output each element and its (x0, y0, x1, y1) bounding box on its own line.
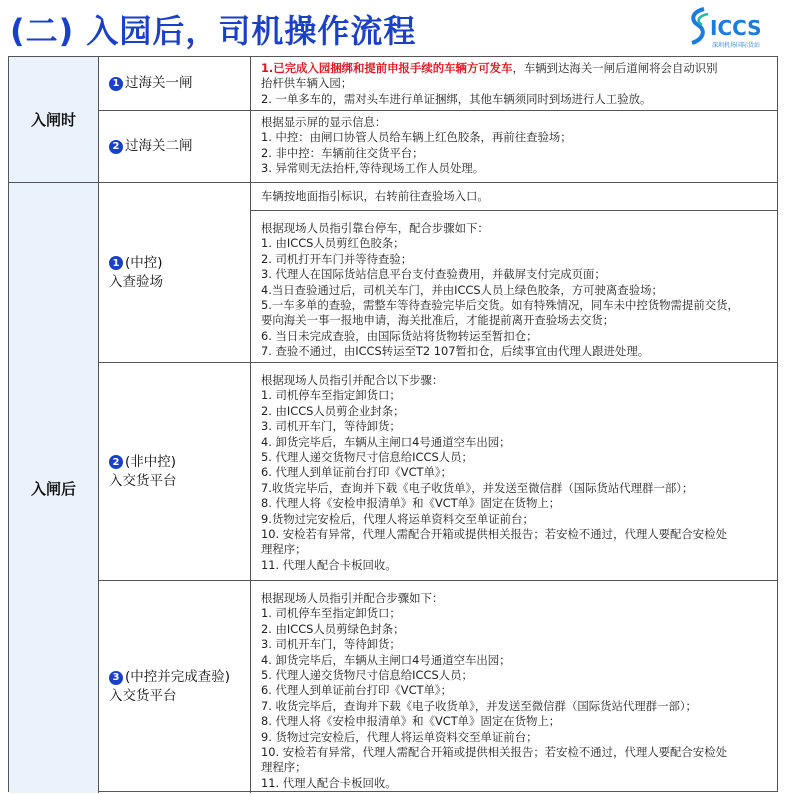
step-controlled-inspected (99, 581, 251, 793)
content-line: 1. 司机停车至指定卸货口； (261, 388, 401, 403)
content-line: 要向海关一事一报地申请，海关批准后，才能提前离开查验场去交货； (261, 313, 615, 328)
process-table (8, 56, 778, 792)
step-non-controlled (99, 363, 251, 581)
content-line: 1. 由ICCS人员剪红色胶条； (261, 236, 405, 251)
logo-text: ICCS (710, 16, 762, 40)
content-non-controlled-steps (251, 363, 777, 581)
step-label: 入交货平台 (109, 472, 177, 489)
step-label: 入查验场 (109, 273, 163, 290)
content-line: 4. 卸货完毕后，车辆从主闸口4号通道空车出园； (261, 434, 511, 449)
content-line: 根据显示屏的显示信息： (261, 115, 387, 129)
content-line: 7. 收货完毕后，查询并下载《电子收货单》，并发送至微信群（国际货站代理群一部）； (261, 698, 697, 713)
content-line: 7. 查验不通过，由ICCS转运至T2 107暂扣仓，后续事宜由代理人跟进处理。 (261, 344, 650, 359)
content-line: 2. 一单多车的，需对头车进行单证捆绑，其他车辆须同时到场进行人工验放。 (261, 91, 652, 106)
stage-enter-gate (9, 57, 99, 183)
content-line: 8. 代理人将《安检申报清单》和《VCT单》固定在货物上； (261, 496, 561, 511)
highlight-text: 1.已完成入园捆绑和提前申报手续的车辆方可发车 (261, 61, 513, 75)
content-inspection-steps (251, 211, 777, 363)
content-line: 根据现场人员指引并配合步骤如下： (261, 591, 444, 605)
stage-after-gate (9, 183, 99, 793)
page-header (0, 0, 786, 56)
number-badge: 1 (109, 77, 123, 91)
content-line: 3. 司机开车门，等待卸货； (261, 419, 401, 434)
content-line: 5. 代理人递交货物尺寸信息给ICCS人员； (261, 450, 473, 465)
content-line: 6. 代理人到单证前台打印《VCT单》； (261, 683, 452, 698)
step-gate2 (99, 111, 251, 183)
content-line: 6. 当日未完成查验，由国际货站将货物转运至暂扣仓； (261, 328, 538, 343)
content-line: 根据现场人员指引靠台停车，配合步骤如下： (261, 221, 489, 235)
content-line: 1. 中控：由闸口协管人员给车辆上红色胶条，再前往查验场； (261, 130, 572, 145)
content-line: 3. 司机开车门，等待卸货； (261, 637, 401, 652)
content-text: ，车辆到达海关一闸后道闸将会自动识别 (512, 61, 718, 75)
step-label: (中控) (125, 254, 163, 271)
content-line: 9. 货物过完安检后，代理人将运单资料交至单证前台； (261, 729, 538, 744)
step-gate1 (99, 57, 251, 111)
content-line: 2. 司机打开车门并等待查验； (261, 251, 413, 266)
content-line: 2. 非中控：车辆前往交货平台； (261, 145, 424, 160)
step-label: 过海关一闸 (125, 75, 193, 91)
step-label: (非中控) (125, 453, 177, 470)
content-line: 5.一车多单的查验，需整车等待查验完毕后交货。如有特殊情况，同车未中控货物需提前交货， (261, 298, 739, 313)
content-line: 8. 代理人将《安检申报清单》和《VCT单》固定在货物上； (261, 714, 561, 729)
step-label: (中控并完成查验) (125, 669, 231, 685)
content-line: 抬杆供车辆入园； (261, 76, 353, 91)
stage-label: 入闸后 (30, 479, 76, 498)
content-line: 4.当日查验通过后，司机关车门，并由ICCS人员上绿色胶条，方可驶离查验场； (261, 282, 663, 297)
number-badge: 2 (109, 455, 123, 469)
step-inspection (99, 183, 251, 363)
content-gate1 (251, 57, 777, 111)
iccs-logo (686, 6, 778, 50)
step-label: 过海关二闸 (125, 138, 193, 154)
content-line: 11. 代理人配合卡板回收。 (261, 775, 397, 790)
logo-mark-icon (686, 6, 712, 46)
step-label: 入交货平台 (109, 688, 177, 704)
content-line: 6. 代理人到单证前台打印《VCT单》； (261, 465, 452, 480)
content-line: 理程序； (261, 760, 307, 775)
content-line: 2. 由ICCS人员剪绿色封条； (261, 621, 405, 636)
content-line: 10. 安检若有异常，代理人需配合开箱或提供相关报告；若安检不通过，代理人要配合安检处 (261, 745, 727, 760)
content-line: 11. 代理人配合卡板回收。 (261, 557, 397, 572)
content-inspection-entry (251, 183, 777, 211)
content-line: 1. 司机停车至指定卸货口； (261, 606, 401, 621)
number-badge: 1 (109, 256, 123, 270)
content-line: 根据现场人员指引并配合以下步骤： (261, 373, 444, 387)
content-line: 9.货物过完安检后，代理人将运单资料交至单证前台； (261, 511, 534, 526)
content-line: 3. 代理人在国际货站信息平台支付查验费用，并截屏支付完成页面； (261, 267, 606, 282)
logo-subtitle: 深圳机场国际货站 (712, 42, 761, 49)
number-badge: 3 (109, 671, 123, 685)
content-line: 车辆按地面指引标识，右转前往查验场入口。 (261, 189, 489, 203)
stage-label: 入闸时 (30, 111, 76, 129)
content-line: 理程序； (261, 542, 307, 557)
number-badge: 2 (109, 140, 123, 154)
content-line: 2. 由ICCS人员剪企业封条； (261, 403, 405, 418)
content-gate2 (251, 111, 777, 183)
page-title: (二) 入园后，司机操作流程 (10, 12, 417, 50)
content-line: 10. 安检若有异常，代理人需配合开箱或提供相关报告；若安检不通过，代理人要配合安检处 (261, 527, 727, 542)
content-line: 4. 卸货完毕后，车辆从主闸口4号通道空车出园； (261, 652, 511, 667)
content-line: 5. 代理人递交货物尺寸信息给ICCS人员； (261, 668, 473, 683)
content-controlled-inspected-steps (251, 581, 777, 793)
content-line: 3. 异常则无法抬杆,等待现场工作人员处理。 (261, 161, 485, 176)
content-line: 7.收货完毕后，查询并下载《电子收货单》，并发送至微信群（国际货站代理群一部）； (261, 480, 694, 495)
